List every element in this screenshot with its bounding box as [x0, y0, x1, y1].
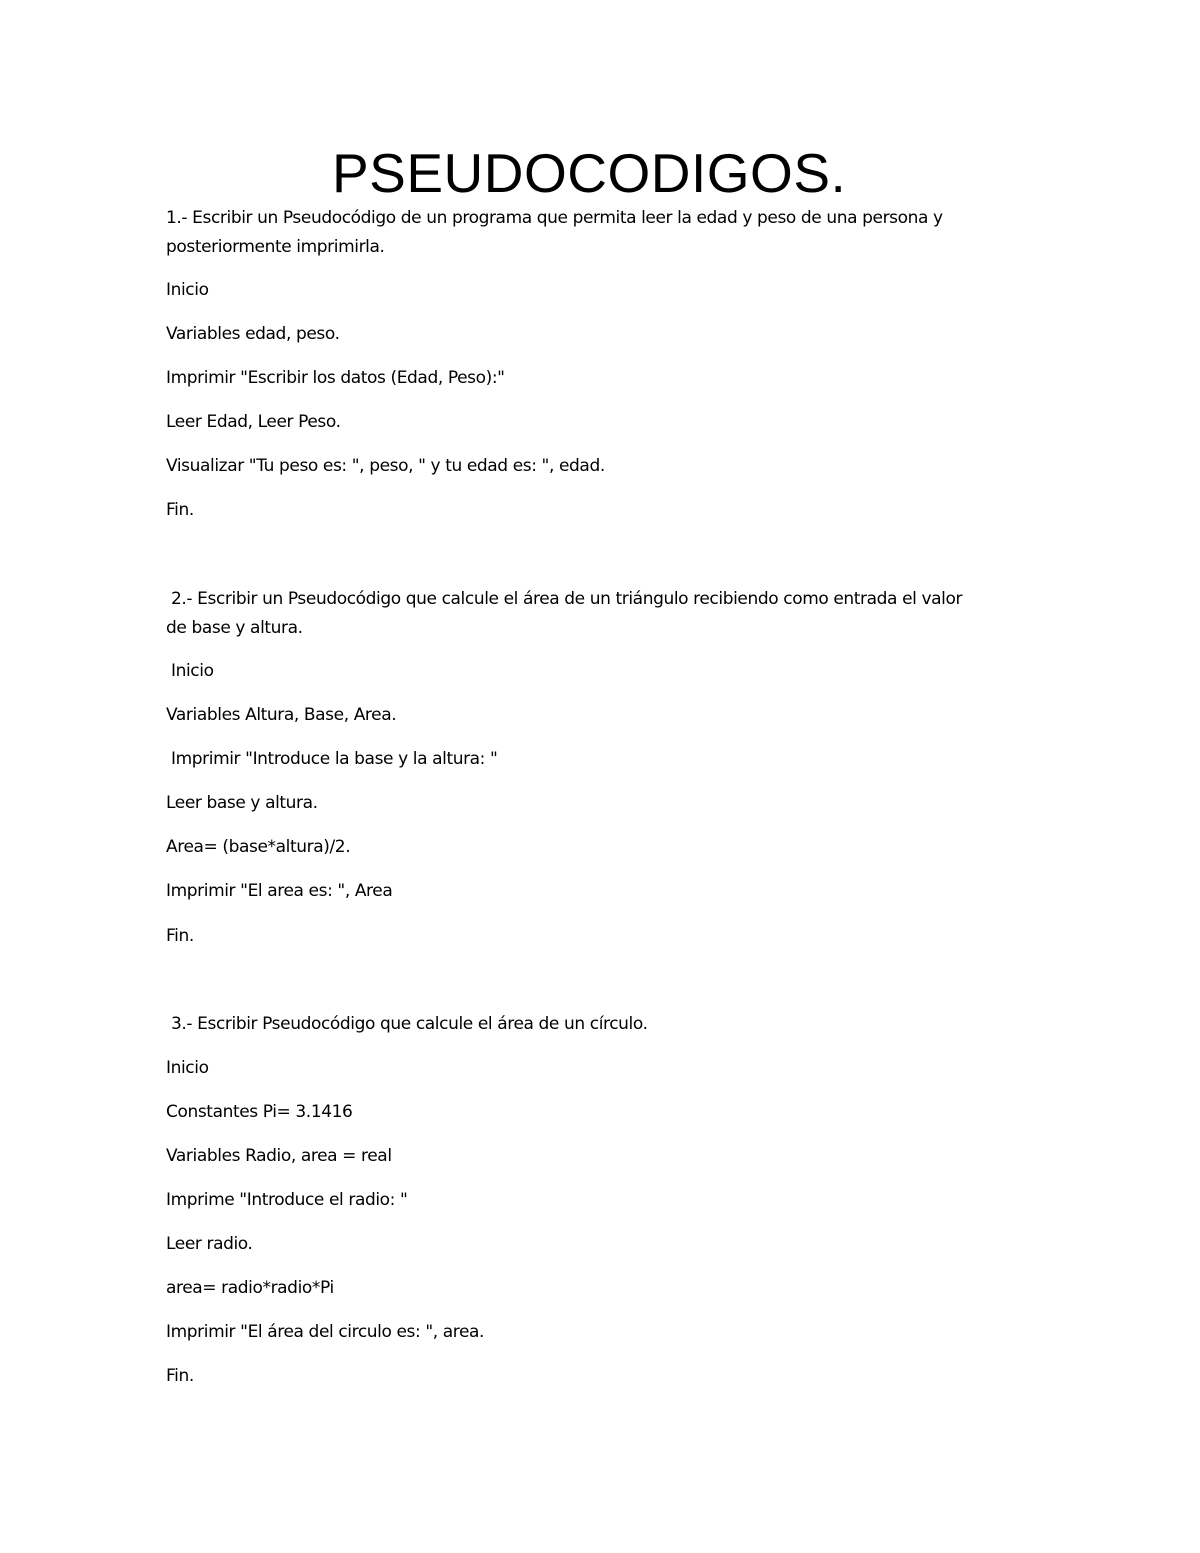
code-line: Visualizar "Tu peso es: ", peso, " y tu edad es: ", edad.: [166, 456, 605, 476]
code-line: Area= (base*altura)/2.: [166, 837, 351, 857]
code-line: Fin.: [166, 926, 194, 946]
code-line: Imprimir "Introduce la base y la altura: ": [171, 749, 498, 769]
code-line: Inicio: [171, 661, 214, 681]
code-line: Inicio: [166, 280, 209, 300]
code-line: Leer base y altura.: [166, 793, 318, 813]
code-line: Variables Altura, Base, Area.: [166, 705, 397, 725]
code-line: Variables edad, peso.: [166, 324, 340, 344]
question-3-line-1: 3.- Escribir Pseudocódigo que calcule el área de un círculo.: [171, 1014, 648, 1034]
code-line: Imprimir "El área del circulo es: ", area.: [166, 1322, 485, 1342]
code-line: Constantes Pi= 3.1416: [166, 1102, 353, 1122]
code-line: Inicio: [166, 1058, 209, 1078]
question-1-line-1: 1.- Escribir un Pseudocódigo de un programa que permita leer la edad y peso de una persona y: [166, 208, 943, 228]
code-line: Leer Edad, Leer Peso.: [166, 412, 341, 432]
code-line: Imprimir "El area es: ", Area: [166, 881, 393, 901]
question-2-line-1: 2.- Escribir un Pseudocódigo que calcule el área de un triángulo recibiendo como entrada el valor: [171, 589, 963, 609]
code-line: Variables Radio, area = real: [166, 1146, 392, 1166]
code-line: area= radio*radio*Pi: [166, 1278, 334, 1298]
page-title: PSEUDOCODIGOS.: [332, 142, 847, 204]
code-line: Fin.: [166, 500, 194, 520]
code-line: Fin.: [166, 1366, 194, 1386]
code-line: Imprime "Introduce el radio: ": [166, 1190, 408, 1210]
code-line: Imprimir "Escribir los datos (Edad, Peso):": [166, 368, 505, 388]
code-line: Leer radio.: [166, 1234, 253, 1254]
question-1-line-2: posteriormente imprimirla.: [166, 237, 385, 257]
question-2-line-2: de base y altura.: [166, 618, 303, 638]
